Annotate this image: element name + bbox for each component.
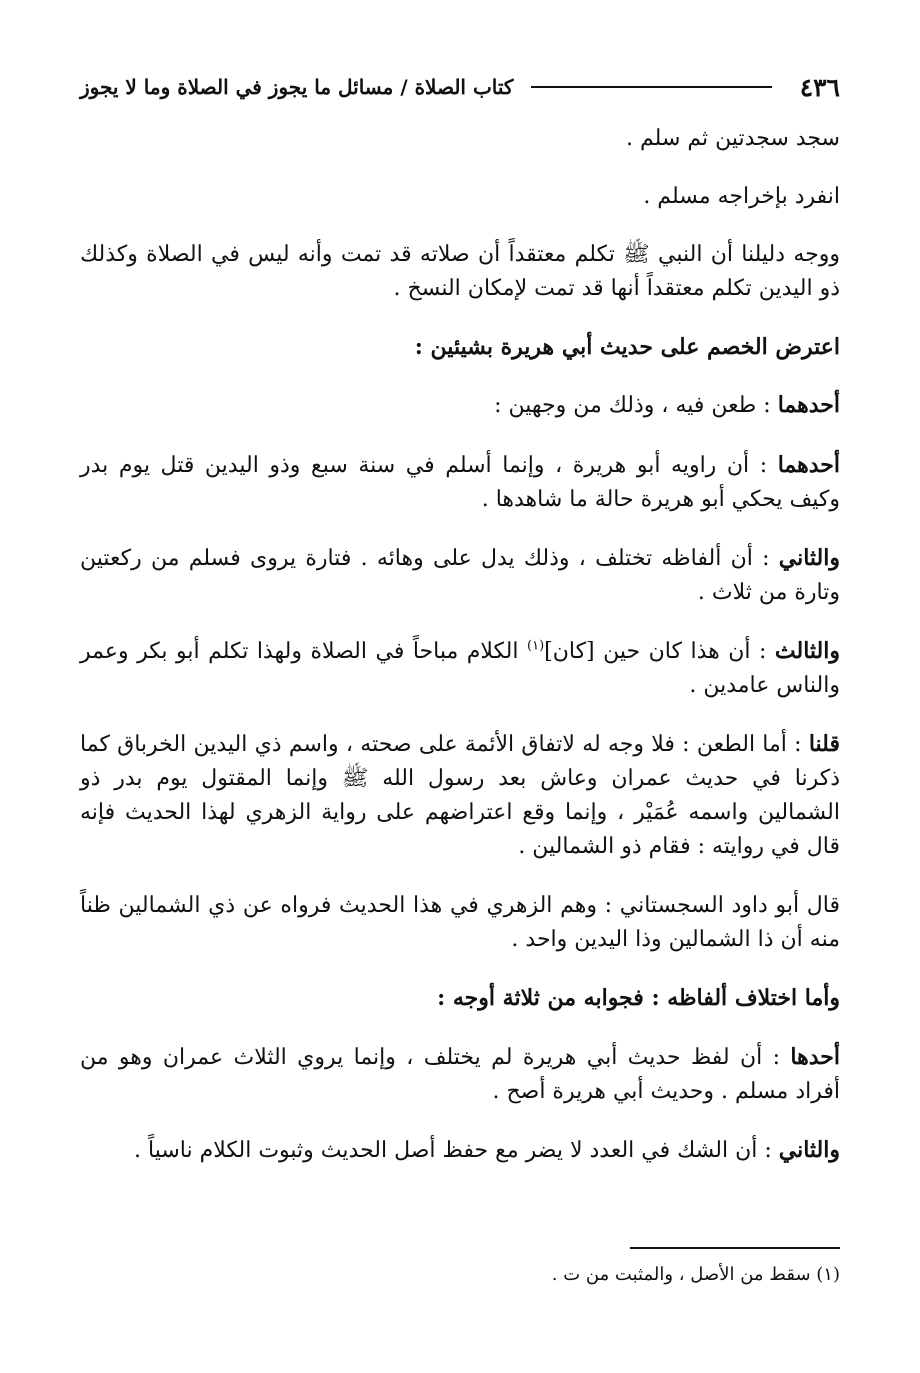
paragraph-text: انفرد بإخراجه مسلم . [643,184,840,210]
page-number: ٤٣٦ [799,72,840,102]
paragraph-11 [80,981,840,1016]
paragraph-13 [80,1133,840,1168]
paragraph-text: قال أبو داود السجستاني : وهم الزهري في هذا الحديث فرواه عن ذي الشمالين ظناً منه أن ذا الشمالين وذا اليدين واحد . [80,892,840,952]
paragraph-text: : أن لفظ حديث أبي هريرة لم يختلف ، وإنما يروي الثلاث عمران وهو من أفراد مسلم . وحديث أبي هريرة أصح . [80,1044,840,1104]
paragraph-2 [80,180,840,214]
footnote: (١) سقط من الأصل ، والمثبت من ت . [551,1264,840,1285]
paragraph-5 [80,388,840,423]
paragraph-lead: قلنا [808,731,840,758]
paragraph-text: : أن الشك في العدد لا يضر مع حفظ أصل الحديث وثبوت الكلام ناسياً . [134,1137,779,1163]
paragraph-lead: والثالث [774,637,840,664]
paragraph-lead: أحدها [790,1043,840,1070]
paragraph-10 [80,889,840,957]
paragraph-text: : فجوابه من ثلاثة أوجه : [437,984,668,1011]
paragraph-1 [80,122,840,156]
paragraph-text: سجد سجدتين ثم سلم . [626,126,840,151]
paragraph-lead: أحدهما [777,451,840,478]
paragraph-3 [80,238,840,306]
paragraph-12 [80,1040,840,1109]
paragraph-lead: والثاني [778,1136,840,1163]
paragraph-text: ووجه دليلنا أن النبي ﷺ تكلم معتقداً أن صلاته قد تمت وأنه ليس في الصلاة وكذلك ذو اليدين تكلم معتقداً أنها قد تمت لإمكان النسخ . [80,242,840,302]
paragraph-9 [80,727,840,864]
paragraph-text-after: الكلام مباحاً في الصلاة ولهذا تكلم أبو بكر وعمر والناس عامدين . [80,638,840,699]
paragraph-text-before: : أن هذا كان حين [كان] [544,638,775,664]
paragraph-7 [80,541,840,610]
footnote-marker: (١) [527,638,545,654]
page-content [80,122,840,1192]
paragraph-text: : أن راويه أبو هريرة ، وإنما أسلم في سنة سبع وذو اليدين قتل يوم بدر وكيف يحكي أبو هريرة حالة ما شاهدها . [80,452,840,512]
page-header [80,62,840,112]
paragraph-text: : أن ألفاظه تختلف ، وذلك يدل على وهائه . فتارة يروى فسلم من ركعتين وتارة من ثلاث . [80,545,840,605]
paragraph-text: : طعن فيه ، وذلك من وجهين : [494,393,778,419]
footnote-rule [630,1247,840,1249]
header-rule [531,86,771,88]
paragraph-8 [80,634,840,703]
paragraph-lead: والثاني [778,544,840,571]
paragraph-4 [80,330,840,364]
paragraph-lead: وأما اختلاف ألفاظه [667,984,840,1011]
running-title: كتاب الصلاة / مسائل ما يجوز في الصلاة وما لا يجوز [80,75,514,99]
paragraph-text: : أما الطعن : فلا وجه له لاتفاق الأئمة على صحته ، واسم ذي اليدين الخرباق كما ذكرنا في حديث عمران وعاش بعد رسول الله ﷺ وإنما المقتول يوم بدر ذو الشمالين واسمه عُمَيْر ، وإنما وقع اعتراضهم على رواية الزهري لهذا الحديث فإنه قال في روايته : فقام ذو الشمالين . [80,732,840,860]
paragraph-lead: أحدهما [777,392,840,419]
paragraph-text: اعترض الخصم على حديث أبي هريرة بشيئين : [414,334,840,361]
paragraph-6 [80,448,840,517]
book-page [80,62,840,1352]
